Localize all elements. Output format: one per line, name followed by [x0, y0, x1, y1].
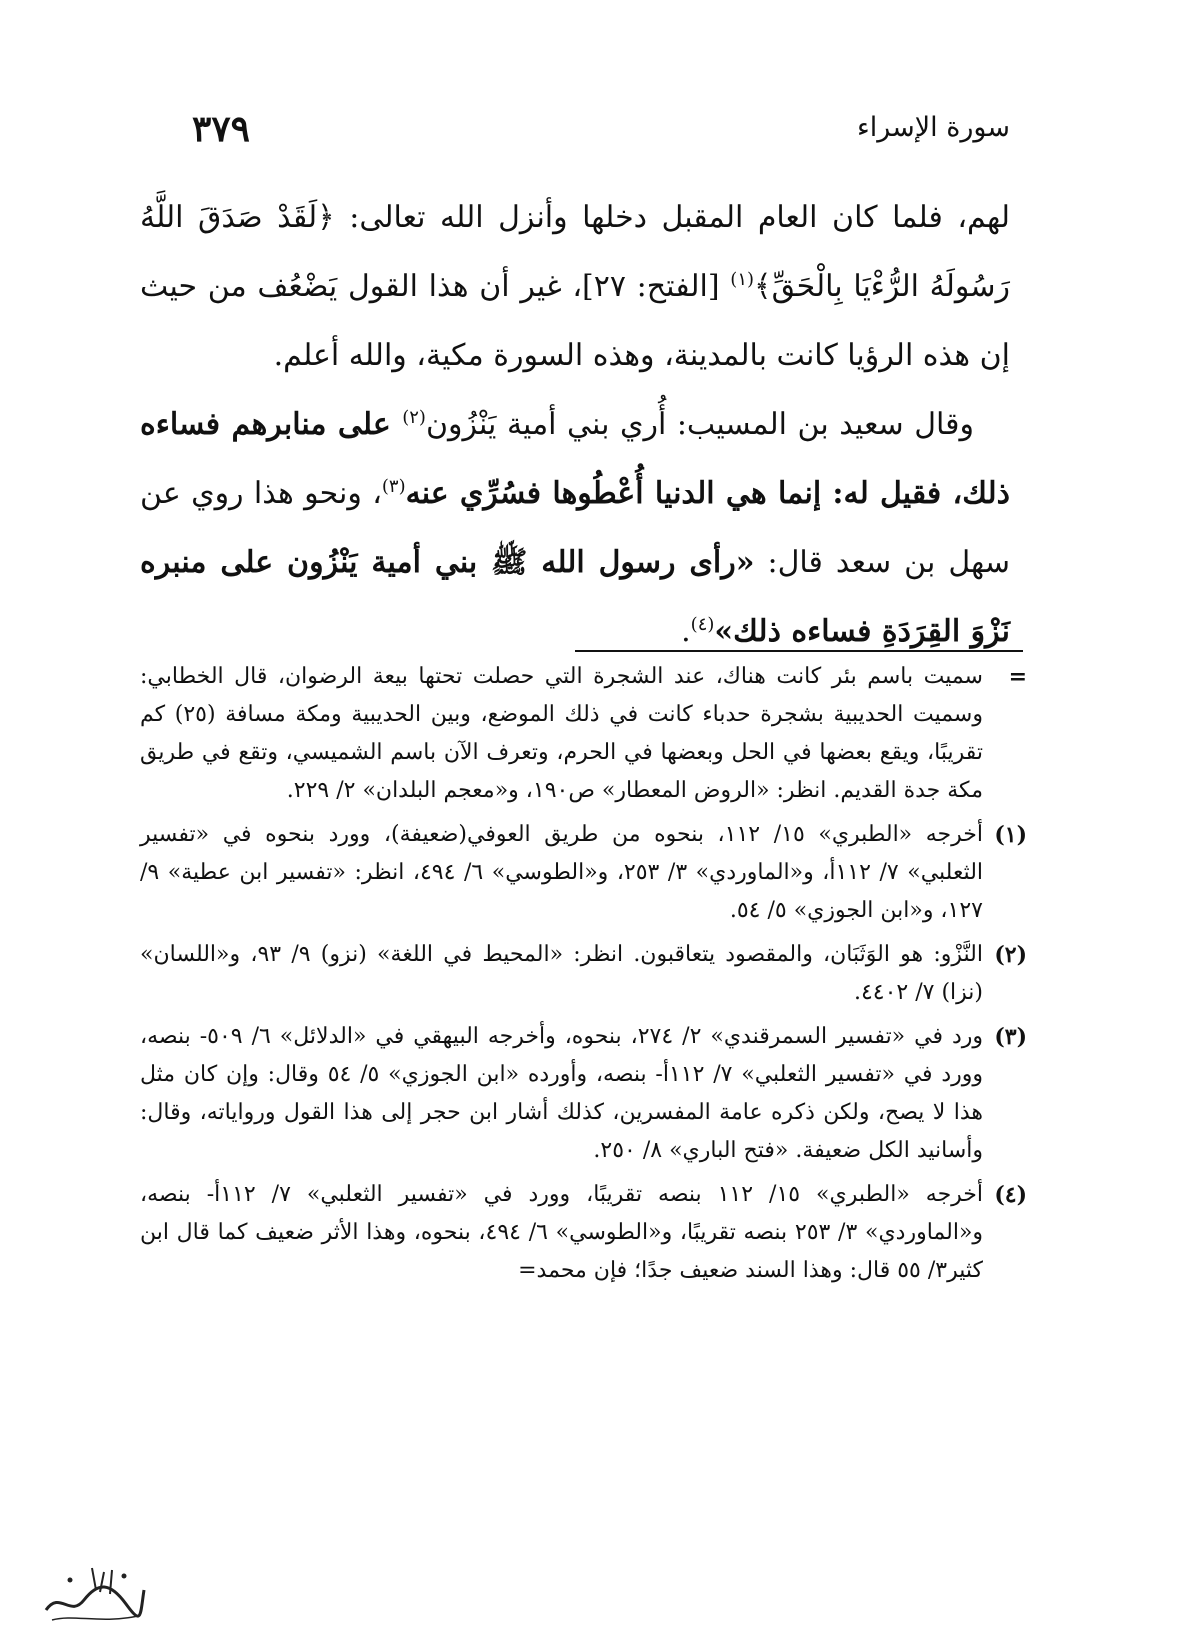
- footnote-marker: (١): [994, 822, 1027, 848]
- paragraph-1-part-b: [الفتح: ٢٧]، غير أن هذا القول يَضْعُف من حيث إن هذه الرؤيا كانت بالمدينة، وهذه السورة مكية، والله أعلم.: [140, 269, 1010, 373]
- paragraph-2: [140, 390, 1010, 666]
- paragraph-2-part-a: وقال سعيد بن المسيب: أُري بني أمية يَنْزُون: [425, 407, 974, 442]
- paragraph-2-part-c: ، ونحو هذا روي عن سهل بن سعد قال:: [140, 476, 1010, 580]
- library-logo-icon: [40, 1560, 150, 1630]
- footnote-text: أخرجه «الطبري» ١٥/ ١١٢ بنصه تقريبًا، وورد في «تفسير الثعلبي» ٧/ ١١٢أ- بنصه، و«الماوردي» ٣/ ٢٥٣ بنصه تقريبًا، و«الطوسي» ٦/ ٤٩٤، بنحوه، وهذا الأثر ضعيف كما قال ابن كثير٣/ ٥٥ قال: وهذا السند ضعيف جدًا؛ فإن محمد=: [140, 1182, 984, 1283]
- footnote-2: [140, 936, 1027, 1012]
- footnote-continued: [140, 658, 1027, 810]
- footnote-marker: (٤): [994, 1182, 1027, 1208]
- footnote-3: [140, 1018, 1027, 1170]
- footnote-ref-1: (١): [730, 269, 755, 290]
- footnote-text: أخرجه «الطبري» ١٥/ ١١٢، بنحوه من طريق العوفي(ضعيفة)، وورد بنحوه في «تفسير الثعلبي» ٧/ ١١٢أ، و«الماوردي» ٣/ ٢٥٣، و«الطوسي» ٦/ ٤٩٤، انظر: «تفسير ابن عطية» ٩/ ١٢٧، و«ابن الجوزي» ٥/ ٥٤.: [140, 822, 984, 923]
- footnote-text: ورد في «تفسير السمرقندي» ٢/ ٢٧٤، بنحوه، وأخرجه البيهقي في «الدلائل» ٦/ ٥٠٩- بنصه، وورد في «تفسير الثعلبي» ٧/ ١١٢أ- بنصه، وأورده «ابن الجوزي» ٥/ ٥٤ وقال: وإن كان مثل هذا لا يصح، ولكن ذكره عامة المفسرين، كذلك أشار ابن حجر إلى هذا القول ورواياته، وقال: وأسانيد الكل ضعيفة. «فتح الباري» ٨/ ٢٥٠.: [140, 1024, 984, 1163]
- footnote-text: سميت باسم بئر كانت هناك، عند الشجرة التي حصلت تحتها بيعة الرضوان، قال الخطابي: وسميت الحديبية بشجرة حدباء كانت في ذلك الموضع، وبين الحديبية ومكة مسافة (٢٥) كم تقريبًا، ويقع بعضها في الحل وبعضها في الحرم، وتعرف الآن باسم الشميسي، وتقع في طريق مكة جدة القديم. انظر: «الروض المعطار» ص١٩٠، و«معجم البلدان» ٢/ ٢٢٩.: [140, 664, 983, 803]
- paragraph-2-end: .: [681, 614, 691, 649]
- paragraph-2-part-b: على منابرهم فساءه ذلك، فقيل له: إنما هي الدنيا أُعْطُوها فسُرِّي عنه: [140, 407, 1010, 511]
- footnote-marker: (٢): [994, 942, 1027, 968]
- footnote-ref-4: (٤): [690, 614, 715, 635]
- footnote-4: [140, 1176, 1027, 1290]
- hadith-quote: «رأى رسول الله ﷺ بني أمية يَنْزُون على منبره نَزْوَ القِرَدَةِ فساءه ذلك»: [140, 545, 1010, 649]
- footnotes: [140, 658, 1027, 1296]
- footnote-text: النَّزْو: هو الوَثَبَان، والمقصود يتعاقبون. انظر: «المحيط في اللغة» (نزو) ٩/ ٩٣، و«اللسان» (نزا) ٧/ ٤٤٠٢.: [140, 942, 983, 1005]
- footnote-ref-3: (٣): [381, 476, 406, 497]
- footnote-1: [140, 816, 1027, 930]
- footnote-marker: (٣): [994, 1024, 1027, 1050]
- footnote-divider: [575, 650, 1023, 652]
- page-number: ٣٧٩: [192, 108, 251, 150]
- main-text: [140, 183, 1010, 666]
- surah-name: سورة الإسراء: [857, 112, 1010, 143]
- footnote-marker: =: [1008, 664, 1027, 690]
- footnote-ref-2: (٢): [402, 407, 426, 428]
- paragraph-1: [140, 183, 1010, 390]
- paragraph-1-part-a: لهم، فلما كان العام المقبل دخلها وأنزل الله تعالى: ﴿لَقَدْ صَدَقَ اللَّهُ رَسُولَهُ الرُّءْيَا بِالْحَقِّ﴾: [140, 200, 1011, 304]
- page-header: [192, 108, 1010, 158]
